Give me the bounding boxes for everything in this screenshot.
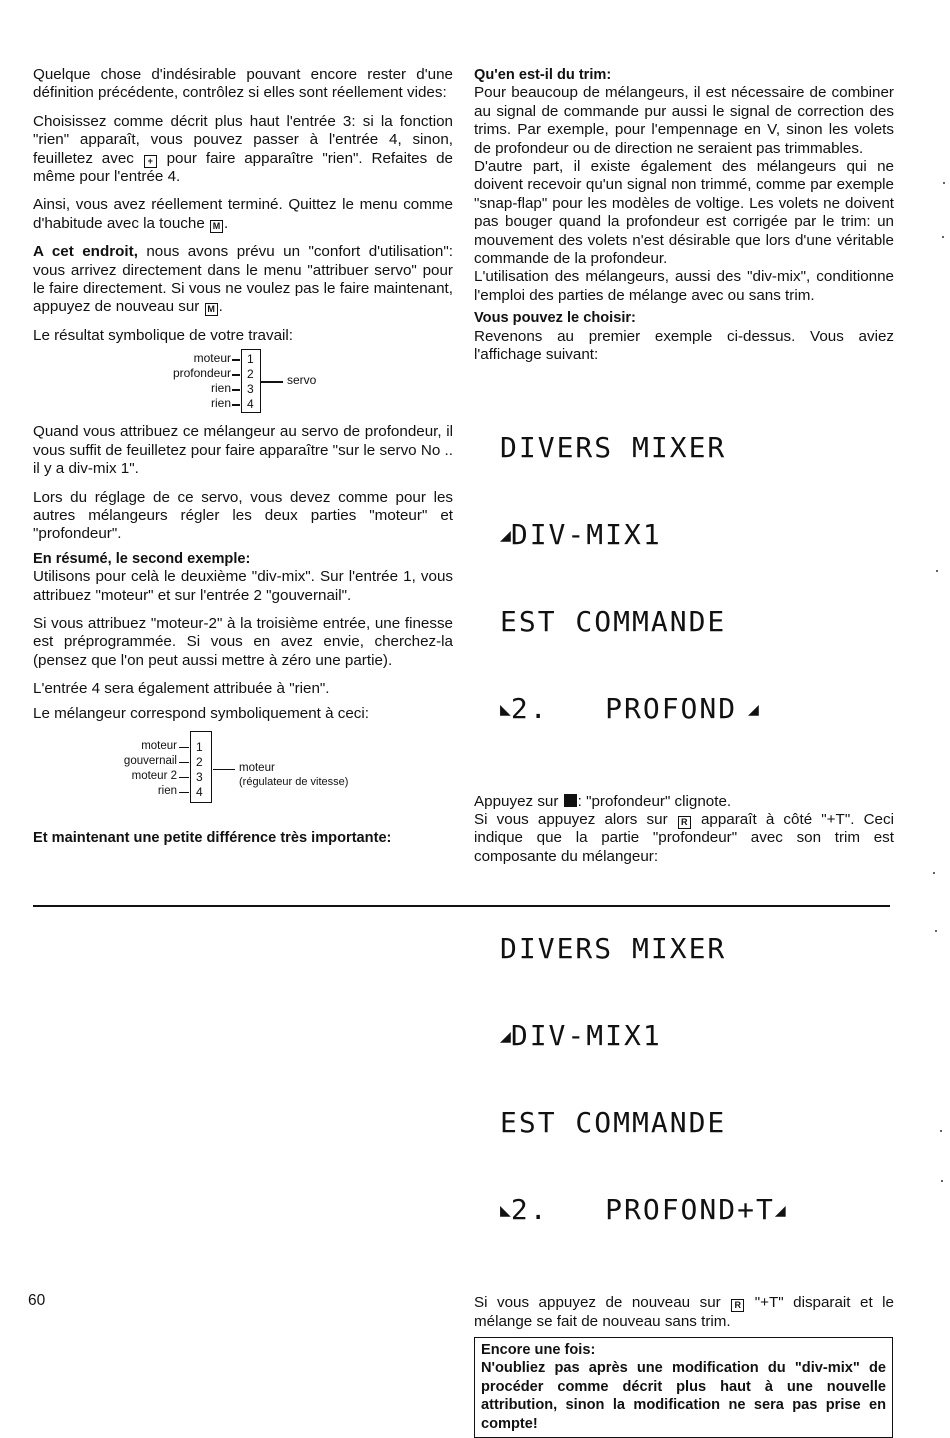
plus-key-icon: +: [144, 155, 157, 168]
paragraph: [33, 113, 453, 187]
lcd-row: DIVERS MIXER: [500, 430, 727, 464]
diagram-output: moteur: [239, 761, 275, 774]
menu-key-icon: M: [210, 220, 223, 233]
paragraph: [33, 196, 453, 233]
input-number: 1: [247, 352, 254, 367]
down-key-icon: [564, 794, 577, 807]
notice-title: Encore une fois:: [481, 1341, 596, 1358]
diagram-input: moteur: [141, 739, 177, 752]
paragraph: Pour beaucoup de mélangeurs, il est nécessaire de combiner au signal de commande pur aussi le signal de correction des trims. Par exemple, pour l'empennage en V, sinon les volets de profondeur ou de direction ne seraient pas trimmables.: [474, 84, 894, 157]
connector-line: [232, 374, 240, 376]
text-run: Ainsi, vous avez réellement terminé. Quittez le menu comme d'habitude avec la touche: [33, 196, 453, 232]
lcd-row: DIVERS MIXER: [500, 932, 727, 966]
paragraph: Utilisons pour celà le deuxième "div-mix". Sur l'entrée 1, vous attribuez "moteur" et sur l'entrée 2 "gouvernail".: [33, 568, 453, 604]
input-number: 2: [196, 754, 203, 769]
diagram-output: servo: [287, 373, 317, 388]
paragraph: Quelque chose d'indésirable pouvant encore rester d'une définition précédente, contrôlez si elles sont réellement vides:: [33, 66, 453, 102]
connector-line: [179, 777, 189, 779]
input-number: 1: [196, 739, 203, 754]
diagram-input: profondeur: [172, 366, 231, 381]
text-run: pour faire apparaître "rien". Refaites de même pour l'entrée 4.: [33, 149, 453, 186]
paragraph: [33, 243, 453, 317]
diagram-input: rien: [210, 396, 231, 411]
corner-marker-icon: ◢: [774, 1200, 786, 1222]
lcd-row: [500, 1019, 894, 1053]
text-run: Choisissez comme décrit plus haut l'entrée 3: si la fonction "rien" apparaît, vous pouvez passer à l'entrée 4, sinon, feuilletez avec: [33, 112, 453, 167]
mixer-diagram-2: [33, 737, 453, 807]
text-run: apparaît à côté "+T". Ceci indique que la partie "profondeur" avec son trim est composante du mélangeur:: [474, 810, 894, 865]
text-run: : "profondeur" clignote.: [577, 792, 732, 810]
scan-speck: [935, 930, 937, 932]
text-run: .: [224, 214, 229, 232]
lcd-text: DIV-MIX1: [510, 1019, 662, 1053]
scan-speck: [940, 1130, 942, 1132]
right-key-icon: R: [678, 816, 691, 829]
notice-box: [474, 1337, 893, 1438]
diagram-input: gouvernail: [123, 754, 177, 767]
section-heading: Qu'en est-il du trim:: [474, 67, 612, 83]
paragraph: Le résultat symbolique de votre travail:: [33, 326, 294, 344]
corner-marker-icon: ◢: [500, 1026, 511, 1048]
lcd-display-2: [500, 876, 894, 1282]
right-column: [474, 66, 894, 1438]
scan-speck: [943, 182, 945, 184]
menu-key-icon: M: [205, 303, 218, 316]
left-column: [33, 66, 453, 847]
paragraph: L'entrée 4 sera également attribuée à "rien".: [33, 680, 330, 698]
lcd-text: 2. PROFOND+T: [510, 1193, 775, 1227]
lcd-row: EST COMMANDE: [500, 604, 727, 638]
paragraph: [474, 1294, 894, 1331]
connector-line: [232, 404, 240, 406]
lcd-row: [500, 691, 894, 725]
mixer-box: [190, 731, 212, 803]
connector-line: [179, 747, 189, 749]
mixer-diagram-1: [33, 349, 453, 413]
corner-marker-icon: ◣: [500, 698, 511, 720]
text-run: Si vous appuyez de nouveau sur: [474, 1294, 721, 1312]
diagram-input: rien: [210, 381, 231, 396]
scan-speck: [933, 872, 935, 874]
input-number: 4: [247, 397, 254, 412]
text-run: Si vous appuyez alors sur: [474, 810, 668, 828]
section-heading: Et maintenant une petite différence très importante:: [33, 829, 392, 846]
mixer-box: [241, 349, 261, 413]
text-run: .: [218, 298, 223, 316]
corner-marker-icon: ◢: [737, 698, 759, 720]
paragraph: [474, 811, 894, 866]
diagram-input-labels: [143, 351, 231, 411]
scan-speck: [941, 1180, 943, 1182]
paragraph: L'utilisation des mélangeurs, aussi des "div-mix", conditionne l'emploi des parties de mélange avec ou sans trim.: [474, 268, 894, 304]
diagram-input: moteur: [193, 351, 231, 366]
text-run-bold: A cet endroit,: [33, 243, 138, 261]
section-heading: Vous pouvez le choisir:: [474, 310, 636, 327]
diagram-input: rien: [157, 784, 177, 797]
paragraph: Lors du réglage de ce servo, vous devez comme pour les autres mélangeurs régler les deux parties "moteur" et "profondeur".: [33, 488, 453, 543]
scan-speck: [936, 570, 938, 572]
corner-marker-icon: ◣: [500, 1200, 511, 1222]
lcd-row: [500, 1193, 894, 1227]
connector-line: [232, 389, 240, 391]
lcd-row: EST COMMANDE: [500, 1106, 727, 1140]
diagram-input: moteur 2: [131, 769, 177, 782]
paragraph: D'autre part, il existe également des mélangeurs qui ne doivent recevoir qu'un signal non trimmé, comme par exemple "snap-flap" pour les modèles de voltige. Les volets ne doivent pas bouger quand la profondeur est corrigée par le trim: un mouvement des volets n'est désirable que lors d'une véritable commande de la profondeur.: [474, 158, 894, 268]
right-key-icon: R: [731, 1299, 744, 1312]
input-number: 3: [196, 769, 203, 784]
input-number: 3: [247, 382, 254, 397]
text-run: nous avons prévu un "confort d'utilisation": vous arrivez directement dans le menu "attribuer servo" pour le faire directement. Si vous ne voulez pas le faire maintenant, appuyez de nouveau sur: [33, 243, 453, 316]
input-number: 4: [196, 784, 203, 799]
paragraph: Quand vous attribuez ce mélangeur au servo de profondeur, il vous suffit de feuilletez pour faire apparaître "sur le servo No .. il y a div-mix 1".: [33, 423, 453, 478]
corner-marker-icon: ◢: [500, 524, 511, 546]
paragraph: Si vous attribuez "moteur-2" à la troisième entrée, une finesse est préprogrammée. Si vous en avez envie, cherchez-la (pensez que l'on peut aussi mettre à zéro une partie).: [33, 614, 453, 669]
connector-line: [213, 769, 235, 771]
connector-line: [179, 792, 189, 794]
connector-line: [261, 381, 283, 383]
paragraph: Revenons au premier exemple ci-dessus. Vous aviez l'affichage suivant:: [474, 327, 894, 364]
lcd-row: [500, 517, 894, 551]
lcd-text: DIV-MIX1: [510, 517, 662, 551]
connector-line: [232, 359, 240, 361]
lcd-display-1: [500, 375, 894, 781]
paragraph: Le mélangeur correspond symboliquement à ceci:: [33, 704, 369, 722]
input-number: 2: [247, 367, 254, 382]
notice-text: N'oubliez pas après une modification du "div-mix" de procéder comme décrit plus haut à une nouvelle attribution, sinon la modification ne sera pas prise en compte!: [481, 1360, 886, 1432]
diagram-input-labels: [93, 739, 177, 799]
scan-speck: [942, 236, 944, 238]
page-number: 60: [28, 1292, 46, 1309]
lcd-text: 2. PROFOND: [510, 691, 738, 725]
text-run: Appuyez sur: [474, 792, 559, 810]
section-heading: En résumé, le second exemple:: [33, 550, 251, 567]
text-run: "+T" disparait et le mélange se fait de nouveau sans trim.: [474, 1294, 894, 1330]
footer-rule: [33, 905, 890, 907]
connector-line: [179, 762, 189, 764]
diagram-output-note: (régulateur de vitesse): [239, 775, 349, 788]
paragraph: [474, 793, 894, 811]
